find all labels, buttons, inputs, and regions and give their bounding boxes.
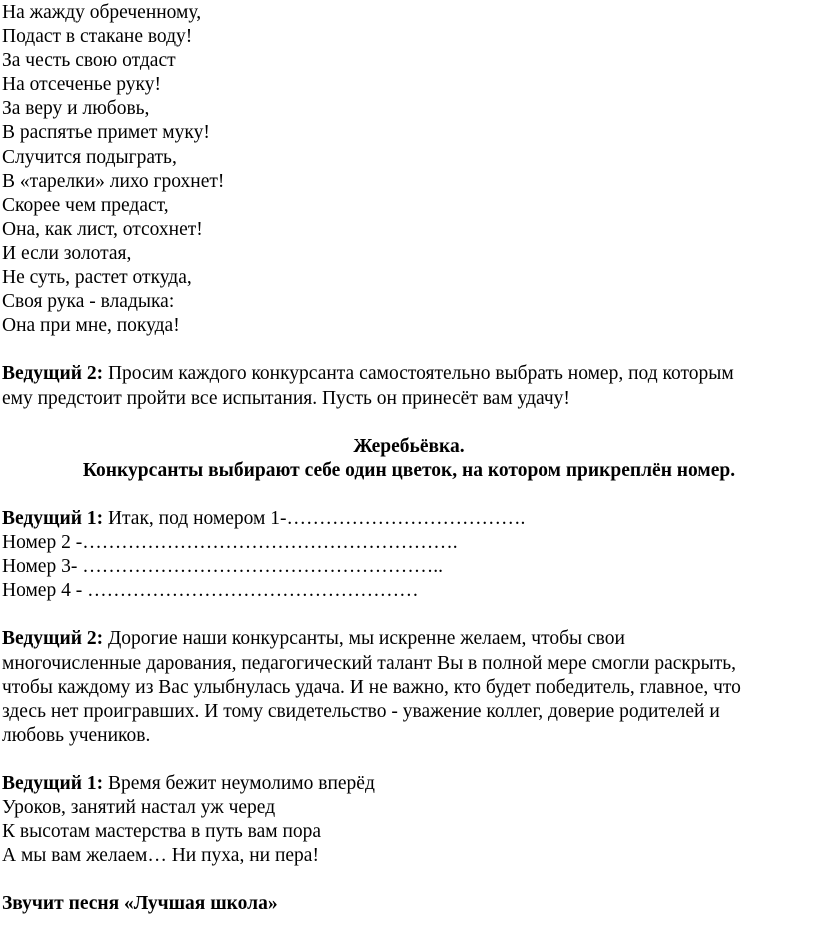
poem-line: Она, как лист, отсохнет!: [2, 218, 203, 240]
paragraph-line: [2, 362, 816, 386]
poem: [2, 1, 816, 338]
blank-line: [2, 603, 816, 627]
poem-line: И если золотая,: [2, 242, 132, 264]
blank-line: [2, 868, 816, 892]
heading-title: Жеребьёвка.: [353, 435, 465, 457]
number-line: Номер 2 -………………………………………………….: [2, 532, 458, 554]
paragraph-host-2-draw: [2, 362, 816, 410]
paragraph-host-2-wishes: [2, 627, 816, 747]
paragraph-line: А мы вам желаем… Ни пуха, ни пера!: [2, 845, 319, 867]
heading-subtitle: Конкурсанты выбирают себе один цветок, на котором прикреплён номер.: [82, 459, 736, 481]
paragraph-text: Время бежит неумолимо вперёд: [103, 773, 375, 794]
paragraph-line: чтобы каждому из Вас улыбнулась удача. И не важно, кто будет победитель, главное, что: [2, 676, 741, 698]
paragraph-line: Уроков, занятий настал уж черед: [2, 797, 276, 819]
poem-line: На отсеченье руку!: [2, 74, 161, 96]
song-announcement: Звучит песня «Лучшая школа»: [2, 893, 278, 915]
speaker-label: Ведущий 2:: [2, 628, 104, 650]
poem-line: В «тарелки» лихо грохнет!: [2, 170, 225, 192]
paragraph-line: К высотам мастерства в путь вам пора: [2, 821, 322, 843]
speaker-label: Ведущий 1:: [2, 507, 104, 529]
poem-line: Скорее чем предаст,: [2, 194, 169, 216]
paragraph-text: Итак, под номером 1-……………………………….: [103, 507, 526, 529]
paragraph-line: любовь учеников.: [2, 724, 151, 746]
poem-line: На жажду обреченному,: [2, 2, 202, 23]
blank-line: [2, 411, 816, 435]
poem-line: За веру и любовь,: [2, 98, 150, 120]
number-line: Номер 4 - ……………………………………………: [2, 580, 419, 602]
paragraph-line: здесь нет проигравших. И тому свидетельство - уважение коллег, доверие родителей и: [2, 700, 720, 722]
paragraph-host-1-verse: [2, 772, 816, 868]
paragraph-line: ему предстоит пройти все испытания. Пусть он принесёт вам удачу!: [2, 387, 570, 409]
paragraph-line: [2, 627, 816, 651]
paragraph-line: [2, 772, 816, 796]
poem-line: Подаст в стакане воду!: [2, 26, 193, 48]
paragraph-line: многочисленные дарования, педагогический талант Вы в полной мере смогли раскрыть,: [2, 652, 737, 674]
blank-line: [2, 483, 816, 507]
paragraph-line: [2, 507, 816, 531]
blank-line: [2, 748, 816, 772]
section-heading: [2, 435, 816, 483]
speaker-label: Ведущий 2:: [2, 363, 104, 385]
speaker-label: Ведущий 1:: [2, 773, 104, 794]
poem-line: Случится подыграть,: [2, 146, 177, 168]
blank-line: [2, 338, 816, 362]
poem-line: Не суть, растет откуда,: [2, 267, 192, 289]
poem-line: За честь свою отдаст: [2, 50, 176, 72]
number-line: Номер 3- ………………………………………………..: [2, 556, 443, 578]
poem-line: В распятье примет муку!: [2, 122, 210, 144]
paragraph-text: Просим каждого конкурсанта самостоятельно выбрать номер, под которым: [103, 363, 734, 385]
paragraph-text: Дорогие наши конкурсанты, мы искренне желаем, чтобы свои: [103, 628, 625, 650]
paragraph-host-1-numbers: [2, 507, 816, 603]
poem-line: Своя рука - владыка:: [2, 291, 175, 313]
poem-line: Она при мне, покуда!: [2, 315, 180, 337]
